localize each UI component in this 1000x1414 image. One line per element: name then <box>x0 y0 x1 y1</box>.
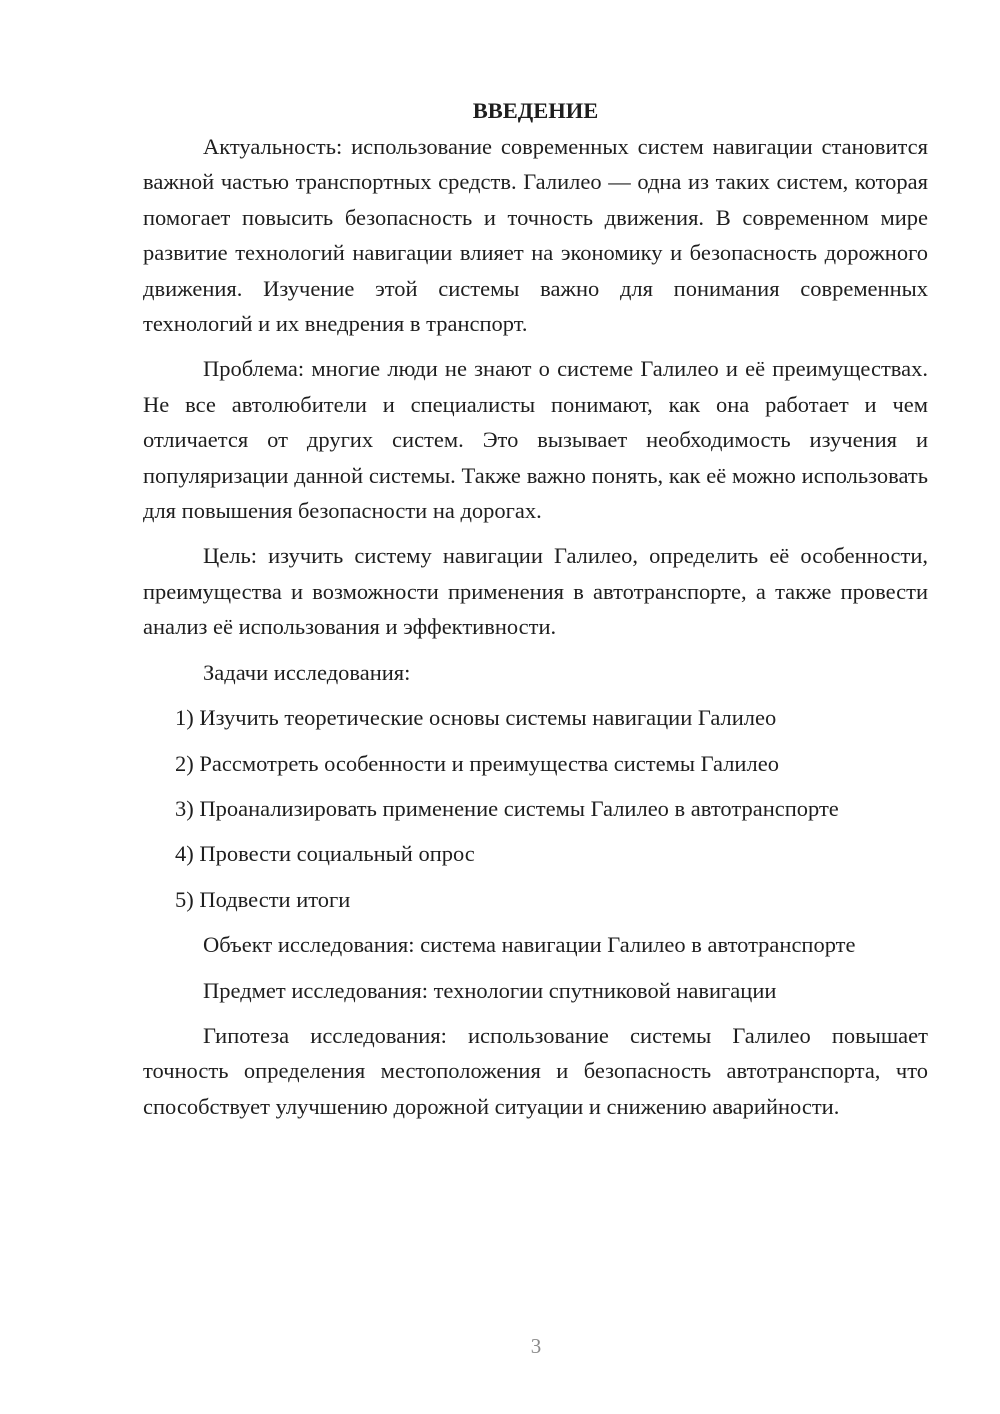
research-subject: Предмет исследования: технологии спутниковой навигации <box>203 977 777 1003</box>
section-title: ВВЕДЕНИЕ <box>472 98 599 123</box>
list-item: 4) Провести социальный опрос <box>175 841 475 867</box>
list-item: 2) Рассмотреть особенности и преимущества системы Галилео <box>175 750 779 776</box>
tasks-list <box>143 700 928 917</box>
goal-paragraph: Цель: изучить систему навигации Галилео, определить её особенности, преимущества и возможности применения в автотранспорте, а также провести анализ её использования и эффективности. <box>143 543 928 640</box>
page-number: 3 <box>530 1334 542 1358</box>
list-item: 5) Подвести итоги <box>175 886 351 912</box>
research-object: Объект исследования: система навигации Галилео в автотранспорте <box>203 932 856 958</box>
hypothesis-paragraph: Гипотеза исследования: использование системы Галилео повышает точность определения местоположения и безопасность автотранспорта, что способствует улучшению дорожной ситуации и снижению аварийности. <box>143 1022 928 1119</box>
problem-paragraph: Проблема: многие люди не знают о системе Галилео и её преимуществах. Не все автолюбители и специалисты понимают, как она работает и чем отличается от других систем. Это вызывает необходимость изучения и популяризации данной системы. Также важно понять, как её можно использовать для повышения безопасности на дорогах. <box>143 356 928 524</box>
tasks-heading: Задачи исследования: <box>203 659 411 685</box>
list-item: 3) Проанализировать применение системы Галилео в автотранспорте <box>175 795 839 821</box>
page-content <box>143 93 928 1134</box>
list-item: 1) Изучить теоретические основы системы навигации Галилео <box>175 705 777 731</box>
relevance-paragraph: Актуальность: использование современных систем навигации становится важной частью транспортных средств. Галилео — одна из таких систем, которая помогает повысить безопасность и точность движения. В современном мире развитие технологий навигации влияет на экономику и безопасность дорожного движения. Изучение этой системы важно для понимания современных технологий и их внедрения в транспорт. <box>143 134 928 337</box>
